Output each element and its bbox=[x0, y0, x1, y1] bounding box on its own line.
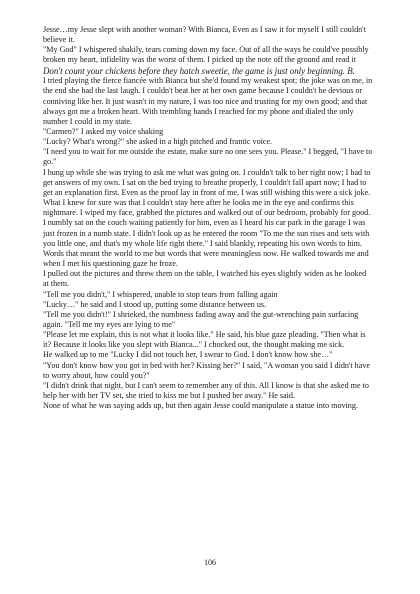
paragraph: I tried playing the fierce fiancée with Bianca but she'd found my weakest spot; the joke was on me, in the end she had the last laugh. I couldn't beat her at her own game because I couldn't be devious or conniving like her. It just wasn't in my nature, I was too nice and trusting for my own good; and that always got me a broken heart. With trembling hands I reached for my phone and dialed the only number I could in my state. bbox=[43, 76, 373, 126]
paragraph: "My God" I whispered shakily, tears coming down my face. Out of all the ways he could've possibly broken my heart, infidelity was the worst of them. I picked up the note off the ground and read it bbox=[43, 45, 369, 65]
note-text: Don't count your chickens before they hatch sweetie, the game is just only beginning. B. bbox=[43, 65, 355, 76]
paragraph: "I didn't drink that night, but I can't seem to remember any of this. All I know is that she asked me to help her with her TV set, she tried to kiss me but I pushed her away." He said. bbox=[43, 380, 369, 401]
paragraph: He walked up to me "Lucky I did not touch her, I swear to God. I don't know how she…" bbox=[43, 350, 333, 360]
paragraph: I hung up while she was trying to ask me what was going on. I couldn't talk to her right now; I had to get answers of my own. I sat on the bed trying to breathe properly, I couldn't fall apart now; I had to get an explanation first. Even as the proof lay in front of me, I was still wishing this were a sick joke. What I knew for sure was that I couldn't stay here after he looks me in the eye and confirms this nightmare. I wiped my face, grabbed the pictures and walked out of our bedroom, probably for good. bbox=[43, 167, 371, 218]
paragraph: "Lucky? What's wrong?" she asked in a high pitched and frantic voice. bbox=[43, 137, 273, 147]
paragraph: None of what he was saying adds up, but then again Jesse could manipulate a statue into moving. bbox=[43, 401, 358, 411]
page-number: 106 bbox=[204, 558, 216, 567]
paragraph: "Please let me explain, this is not what it looks like." He said, his blue gaze pleading. "Then what is it? Because it looks like you slept with Bianca..." I chocked out, the thought making me sick. bbox=[43, 330, 366, 350]
paragraph: "Tell me you didn't!" I shrieked, the numbness fading away and the gut-wrenching pain surfacing again. "Tell me my eyes are lying to me" bbox=[43, 309, 359, 329]
paragraph: "Lucky…" he said and I stood up, putting some distance between us. bbox=[43, 299, 267, 309]
paragraph: Jesse…my Jesse slept with another woman? With Bianca, Even as I saw it for myself I still couldn't believe it. bbox=[43, 25, 366, 45]
paragraph: I numbly sat on the couch waiting patiently for him, even as I heard his car park in the garage I was just frozen in a numb state. I didn't look up as he entered the room "To me the sun rises and sets with you little one, and that's my whole life right there." I said blankly, repeating his own words to him. Words that meant the world to me but words that were meaningless now. He walked towards me and when I met his questioning gaze he froze. bbox=[43, 218, 370, 269]
paragraph: "Carmen?" I asked my voice shaking bbox=[43, 127, 164, 136]
paragraph: "Tell me you didn't," I whispered, unable to stop tears from falling again bbox=[43, 289, 278, 299]
paragraph: "You don't know how you got in bed with her? Kissing her?" I said, "A woman you said I didn't have to worry about, how could you?" bbox=[43, 360, 370, 380]
paragraph: I pulled out the pictures and threw them on the table, I watched his eyes slightly widen as he looked at them. bbox=[43, 269, 367, 289]
document-body bbox=[43, 25, 373, 411]
paragraph: "I need you to wait for me outside the estate, make sure no one sees you. Please." I begged, "I have to go." bbox=[43, 147, 373, 167]
